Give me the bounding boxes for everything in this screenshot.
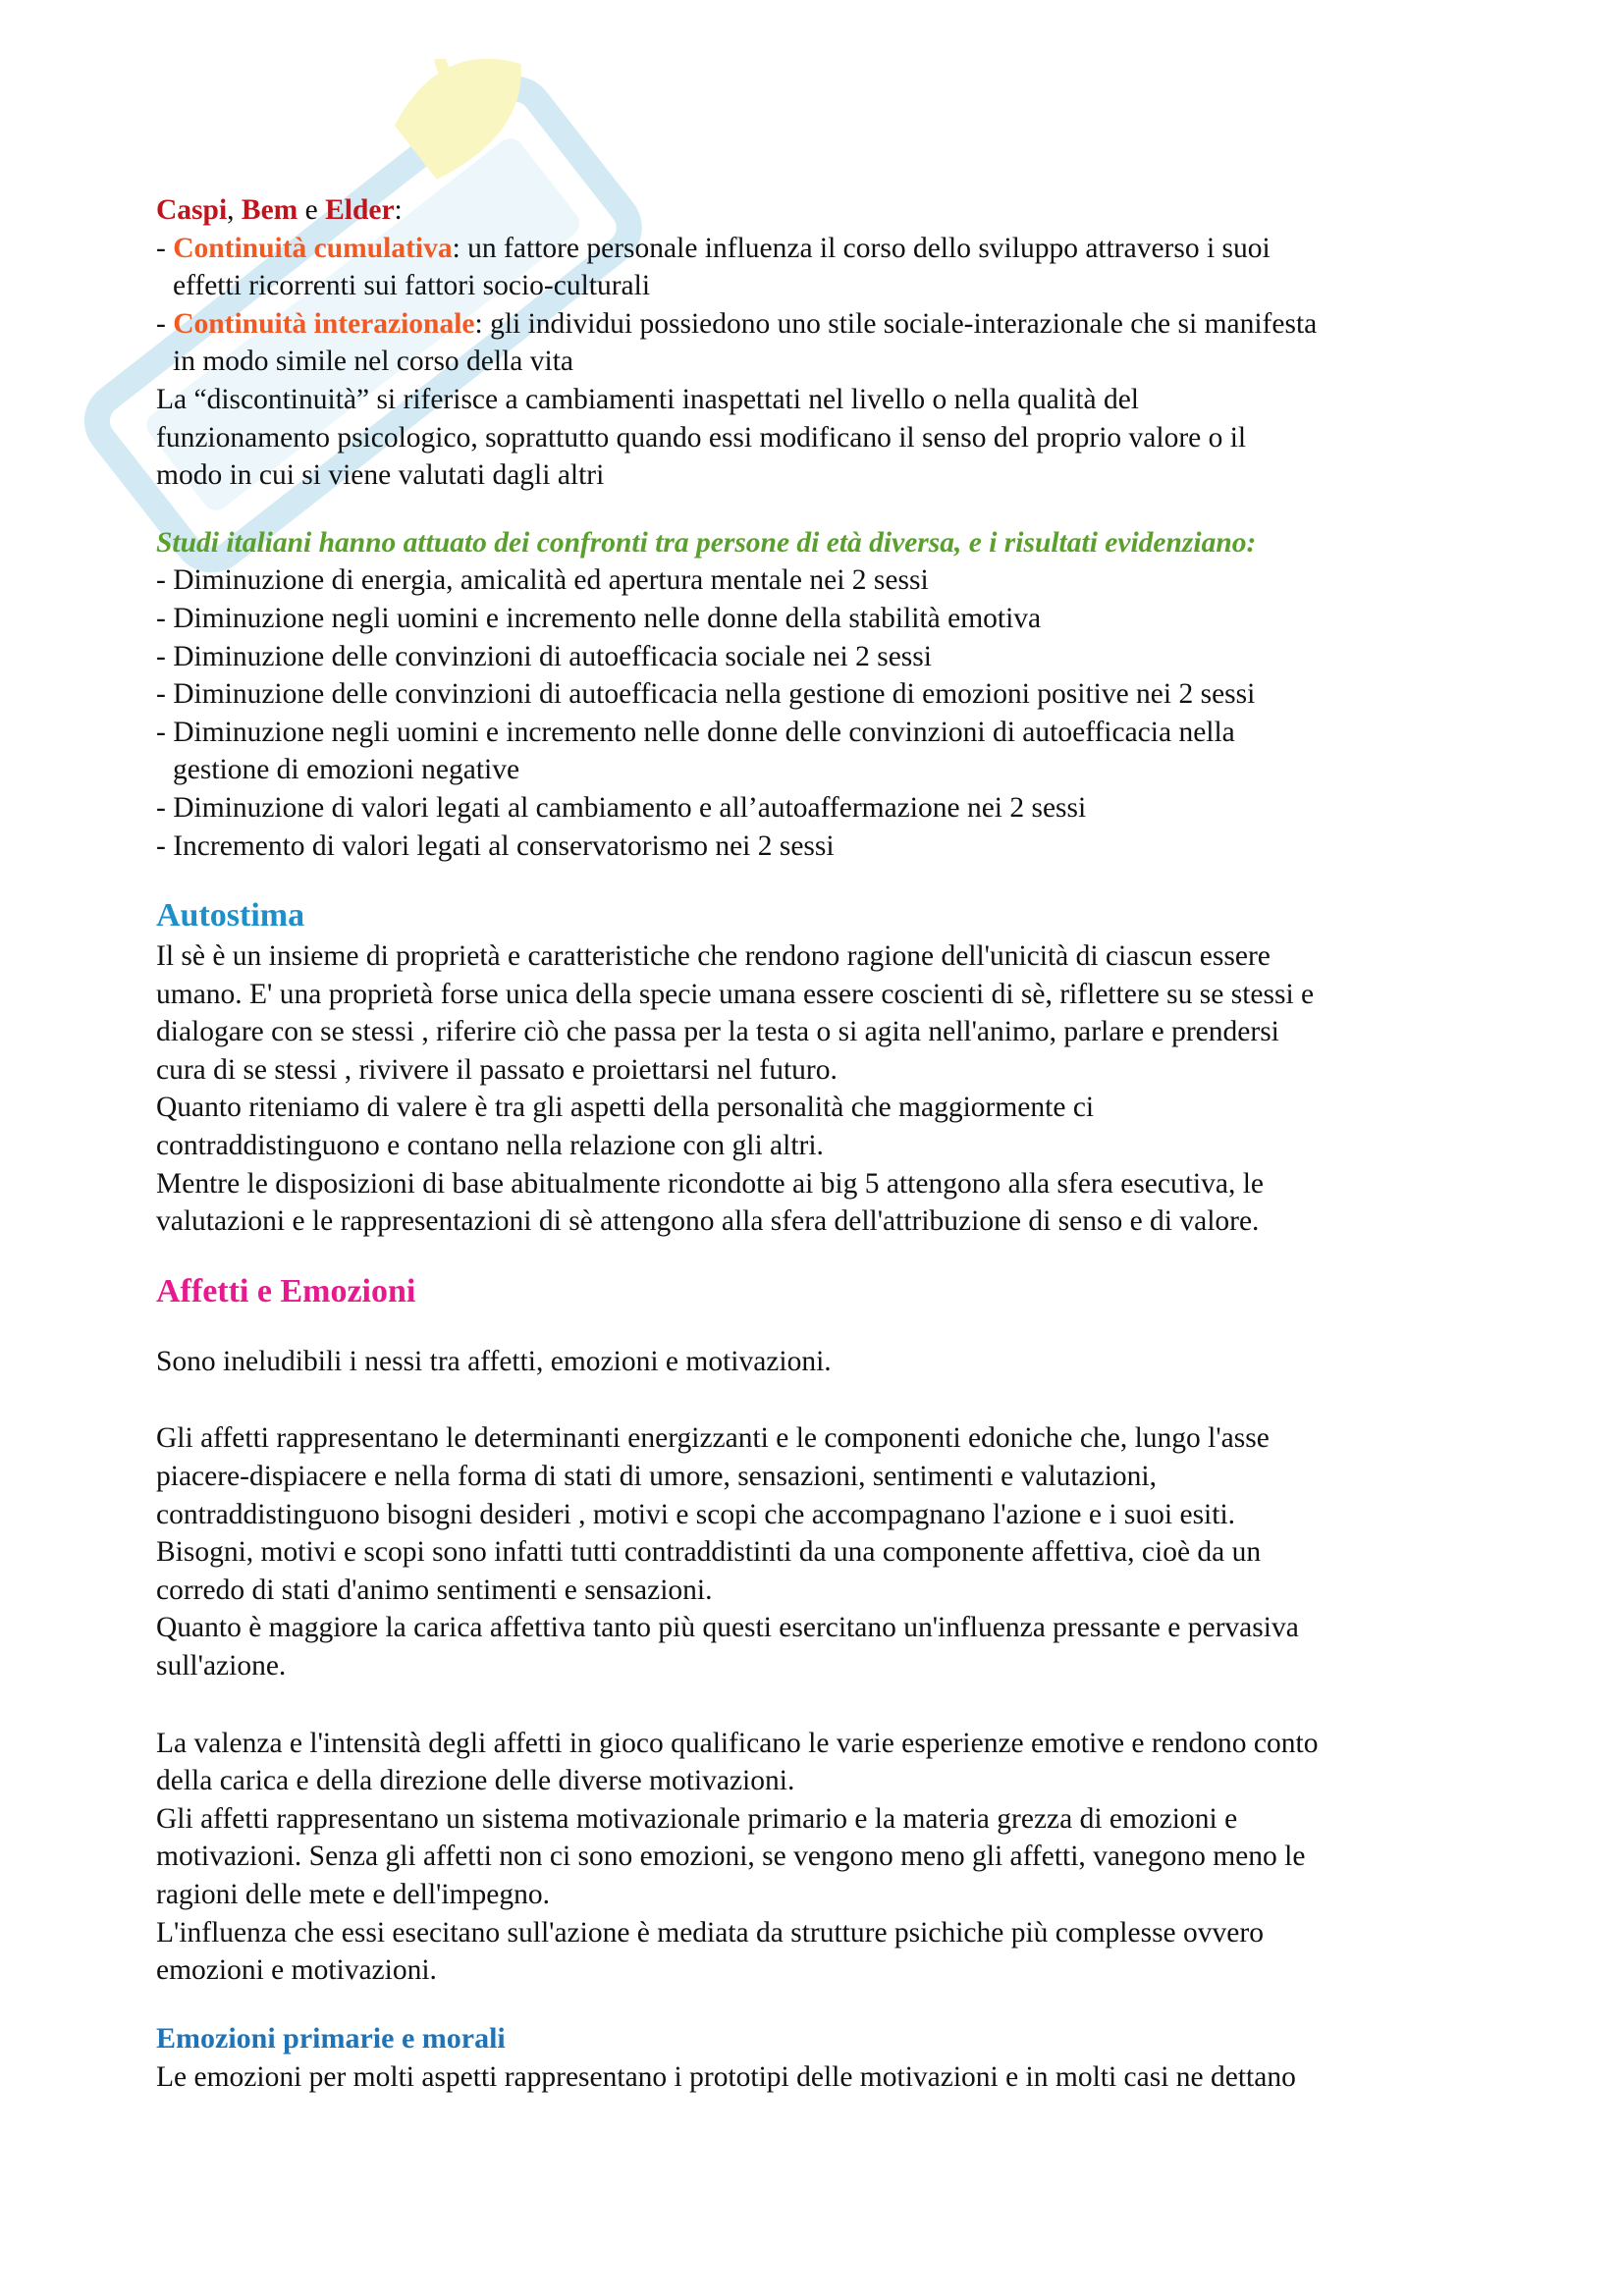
- term-definition-continued: effetti ricorrenti sui fattori socio-culturali: [173, 270, 651, 302]
- paragraph-line: emozioni e motivazioni.: [156, 1954, 437, 1987]
- paragraph-line: Bisogni, motivi e scopi sono infatti tutti contraddistinti da una componente affettiva, cioè da un: [156, 1536, 1262, 1569]
- document-page: [156, 191, 1531, 2096]
- bullet-dash: -: [156, 232, 174, 264]
- caspi-heading-line: [156, 191, 1531, 230]
- paragraph-line: Mentre le disposizioni di base abitualmente ricondotte ai big 5 attengono alla sfera esecutiva, le: [156, 1167, 1265, 1200]
- paragraph-line: modo in cui si viene valutati dagli altri: [156, 459, 605, 492]
- paragraph-line: cura di se stessi , rivivere il passato e proiettarsi nel futuro.: [156, 1053, 838, 1086]
- author-separator: ,: [227, 194, 242, 226]
- term-definition: : gli individui possiedono uno stile sociale-interazionale che si manifesta: [474, 307, 1318, 340]
- section-heading-autostima: Autostima: [156, 897, 305, 934]
- list-item: - Diminuzione di energia, amicalità ed apertura mentale nei 2 sessi: [156, 564, 929, 597]
- continuity-interactional-item: [156, 305, 1531, 344]
- paragraph-line: corredo di stati d'animo sentimenti e sensazioni.: [156, 1574, 713, 1606]
- list-item: - Diminuzione negli uomini e incremento nelle donne della stabilità emotiva: [156, 602, 1042, 634]
- paragraph-line: motivazioni. Senza gli affetti non ci sono emozioni, se vengono meno gli affetti, vanegono meno le: [156, 1841, 1306, 1873]
- paragraph-line: contraddistinguono bisogni desideri , motivi e scopi che accompagnano l'azione e i suoi esiti.: [156, 1498, 1236, 1530]
- author-separator: e: [298, 194, 326, 226]
- paragraph-line: contraddistinguono e contano nella relazione con gli altri.: [156, 1130, 824, 1162]
- paragraph-line: funzionamento psicologico, soprattutto quando essi modificano il senso del proprio valore o il: [156, 421, 1247, 454]
- paragraph-line: Gli affetti rappresentano un sistema motivazionale primario e la materia grezza di emozioni e: [156, 1802, 1238, 1835]
- paragraph-line: dialogare con se stessi , riferire ciò che passa per la testa o si agita nell'animo, parlare e prendersi: [156, 1016, 1279, 1048]
- bullet-dash: -: [156, 307, 174, 340]
- studi-heading: Studi italiani hanno attuato dei confronti tra persone di età diversa, e i risultati evidenziano:: [156, 526, 1257, 559]
- author-bem: Bem: [241, 194, 298, 226]
- paragraph-line: Le emozioni per molti aspetti rappresentano i prototipi delle motivazioni e in molti casi ne dettano: [156, 2060, 1296, 2093]
- author-separator: :: [394, 194, 403, 226]
- paragraph-line: Sono ineludibili i nessi tra affetti, emozioni e motivazioni.: [156, 1345, 832, 1377]
- list-item: - Diminuzione negli uomini e incremento nelle donne delle convinzioni di autoefficacia nella: [156, 716, 1235, 748]
- section-heading-affetti: Affetti e Emozioni: [156, 1272, 416, 1309]
- paragraph-line: della carica e della direzione delle diverse motivazioni.: [156, 1765, 795, 1797]
- list-item: - Diminuzione delle convinzioni di autoefficacia sociale nei 2 sessi: [156, 640, 932, 672]
- term-definition-continued: in modo simile nel corso della vita: [173, 346, 574, 378]
- paragraph-line: La “discontinuità” si riferisce a cambiamenti inaspettati nel livello o nella qualità del: [156, 383, 1139, 415]
- paragraph-line: Gli affetti rappresentano le determinanti energizzanti e le componenti edoniche che, lungo l'asse: [156, 1422, 1270, 1455]
- list-item-continued: gestione di emozioni negative: [173, 754, 520, 786]
- section-heading-emozioni: Emozioni primarie e morali: [156, 2021, 506, 2055]
- paragraph-line: Quanto riteniamo di valere è tra gli aspetti della personalità che maggiormente ci: [156, 1092, 1095, 1124]
- paragraph-line: ragioni delle mete e dell'impegno.: [156, 1878, 550, 1910]
- list-item: - Incremento di valori legati al conservatorismo nei 2 sessi: [156, 829, 835, 862]
- term-definition: : un fattore personale influenza il corso dello sviluppo attraverso i suoi: [452, 232, 1271, 264]
- paragraph-line: L'influenza che essi esecitano sull'azione è mediata da strutture psichiche più complesse ovvero: [156, 1916, 1264, 1949]
- paragraph-line: La valenza e l'intensità degli affetti in gioco qualificano le varie esperienze emotive e rendono conto: [156, 1727, 1319, 1759]
- paragraph-line: Quanto è maggiore la carica affettiva tanto più questi esercitano un'influenza pressante e pervasiva: [156, 1612, 1299, 1644]
- paragraph-line: sull'azione.: [156, 1650, 287, 1682]
- list-item: - Diminuzione di valori legati al cambiamento e all’autoaffermazione nei 2 sessi: [156, 791, 1087, 824]
- author-caspi: Caspi: [156, 194, 228, 226]
- term-cumulative: Continuità cumulativa: [173, 232, 453, 264]
- continuity-cumulative-item: [156, 230, 1531, 268]
- paragraph-line: Il sè è un insieme di proprietà e caratteristiche che rendono ragione dell'unicità di ciascun essere: [156, 940, 1271, 973]
- term-interactional: Continuità interazionale: [173, 307, 475, 340]
- paragraph-line: valutazioni e le rappresentazioni di sè attengono alla sfera dell'attribuzione di senso e di valore.: [156, 1205, 1260, 1238]
- paragraph-line: piacere-dispiacere e nella forma di stati di umore, sensazioni, sentimenti e valutazioni,: [156, 1461, 1158, 1493]
- list-item: - Diminuzione delle convinzioni di autoefficacia nella gestione di emozioni positive nei 2 sessi: [156, 678, 1256, 711]
- author-elder: Elder: [325, 194, 395, 226]
- paragraph-line: umano. E' una proprietà forse unica della specie umana essere coscienti di sè, riflettere su se stessi e: [156, 978, 1315, 1010]
